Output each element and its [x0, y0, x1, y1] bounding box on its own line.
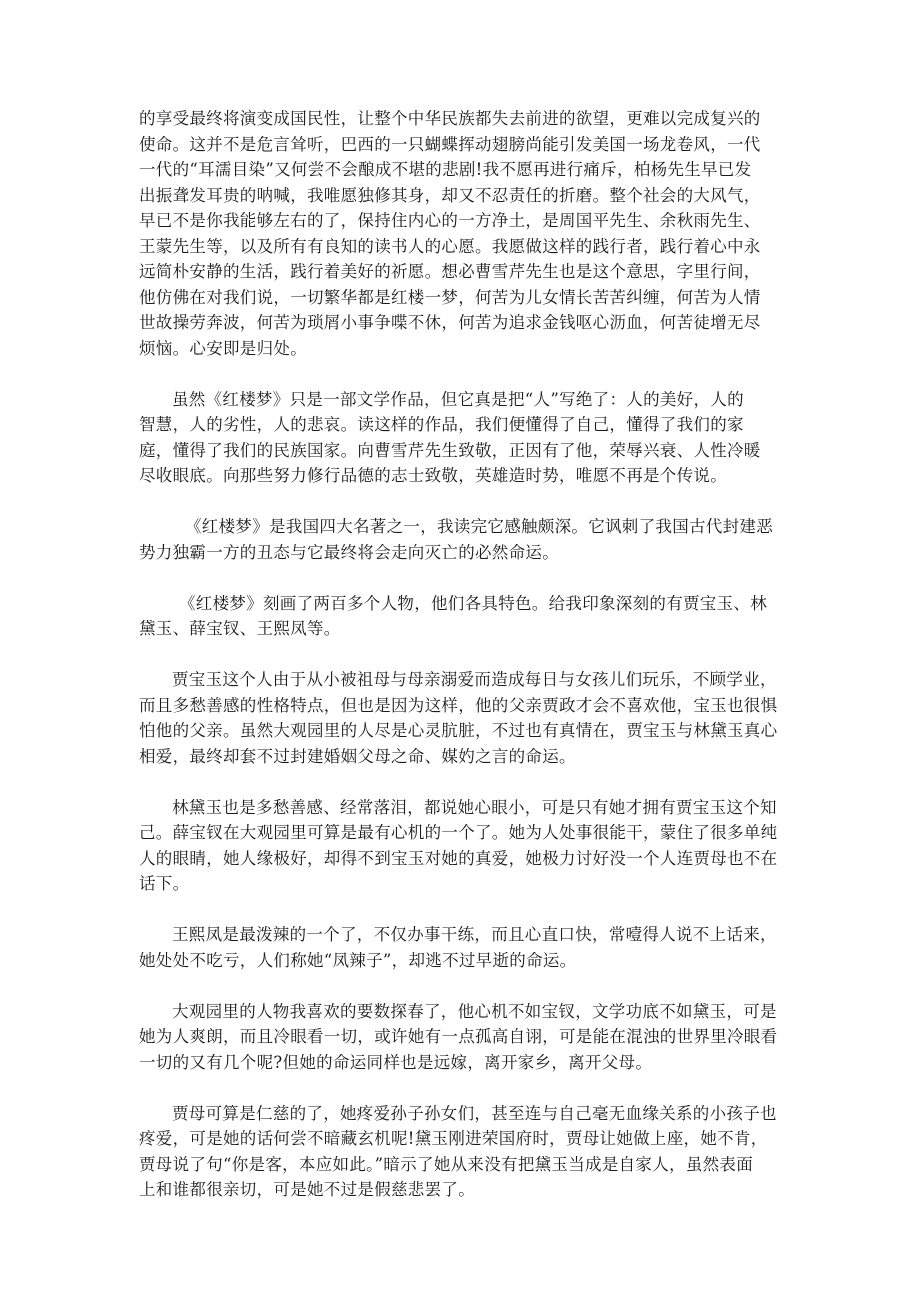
text-line: 怕他的父亲。虽然大观园里的人尽是心灵肮脏，不过也有真情在，贾宝玉与林黛玉真心: [139, 721, 778, 740]
paragraph-4: [139, 591, 799, 642]
text-line: 相爱，最终却套不过封建婚姻父母之命、媒妁之言的命运。: [139, 746, 576, 766]
paragraph-8: [139, 999, 799, 1076]
paragraph-7: [139, 922, 799, 973]
text-line: 王熙凤是最泼辣的一个了，不仅办事干练，而且心直口快，常噎得人说不上话来，: [172, 925, 777, 944]
paragraph-9: [139, 1101, 799, 1203]
paragraph-5: [139, 667, 799, 769]
text-line: 他仿佛在对我们说，一切繁华都是红楼一梦，何苦为儿女情长苦苦纠缠，何苦为人情: [139, 287, 761, 307]
text-line: 早已不是你我能够左右的了，保持住内心的一方净土，是周国平先生、余秋雨先生、: [139, 211, 761, 230]
text-line: 世故操劳奔波，何苦为琐屑小事争喋不休，何苦为追求金钱呕心沥血，何苦徒增无尽: [139, 313, 761, 332]
text-line: 烦恼。心安即是归处。: [139, 338, 307, 358]
text-line: 使命。这并不是危言耸听，巴西的一只蝴蝶挥动翅膀尚能引发美国一场龙卷风，一代: [139, 134, 761, 154]
text-line: 己。薛宝钗在大观园里可算是最有心机的一个了。她为人处事很能干，蒙住了很多单纯: [139, 823, 778, 842]
text-line: 势力独霸一方的丑态与它最终将会走向灭亡的必然命运。: [139, 542, 559, 562]
text-line: 贾宝玉这个人由于从小被祖母与母亲溺爱而造成每日与女孩儿们玩乐，不顾学业，: [172, 670, 777, 689]
text-line: 而且多愁善感的性格特点，但也是因为这样，他的父亲贾政才会不喜欢他，宝玉也很惧: [139, 695, 778, 715]
text-line: 人的眼睛，她人缘极好，却得不到宝玉对她的真爱，她极力讨好没一个人连贾母也不在: [139, 848, 778, 868]
text-line: 林黛玉也是多愁善感、经常落泪，都说她心眼小，可是只有她才拥有贾宝玉这个知: [172, 797, 777, 817]
text-line: 贾母可算是仁慈的了，她疼爱孙子孙女们，甚至连与自己毫无血缘关系的小孩子也: [172, 1103, 777, 1123]
text-line: 大观园里的人物我喜欢的要数探春了，他心机不如宝钗，文学功底不如黛玉，可是: [172, 1001, 777, 1021]
text-line: 王蒙先生等，以及所有有良知的读书人的心愿。我愿做这样的践行者，践行着心中永: [139, 236, 761, 256]
paragraph-1: [139, 106, 799, 361]
text-line: 贾母说了句“你是客，本应如此。”暗示了她从来没有把黛玉当成是自家人，虽然表面: [139, 1154, 754, 1174]
text-line: 《红楼梦》刻画了两百多个人物，他们各具特色。给我印象深刻的有贾宝玉、林: [179, 593, 767, 613]
text-line: 的享受最终将演变成国民性，让整个中华民族都失去前进的欲望，更难以完成复兴的: [139, 109, 761, 128]
text-line: 智慧，人的劣性，人的悲哀。读这样的作品，我们便懂得了自己，懂得了我们的家: [139, 415, 744, 434]
text-line: 虽然《红楼梦》只是一部文学作品，但它真是把“人”写绝了：人的美好，人的: [172, 389, 744, 409]
text-line: 一代的“耳濡目染”又何尝不会酿成不堪的悲剧!我不愿再进行痛斥，柏杨先生早已发: [139, 160, 752, 179]
text-line: 远简朴安静的生活，践行着美好的祈愿。想必曹雪芹先生也是这个意思，字里行间，: [139, 262, 761, 281]
text-line: 她为人爽朗，而且冷眼看一切，或许她有一点孤高自诩，可是能在混浊的世界里冷眼看: [139, 1027, 778, 1046]
paragraph-2: [139, 387, 799, 489]
text-line: 《红楼梦》是我国四大名著之一，我读完它感触颇深。它讽刺了我国古代封建恶: [185, 517, 773, 536]
text-line: 出振聋发耳贵的呐喊，我唯愿独修其身，却又不忍责任的折磨。整个社会的大风气，: [139, 185, 761, 205]
text-line: 一切的又有几个呢?但她的命运同样也是远嫁，离开家乡，离开父母。: [139, 1052, 653, 1072]
text-line: 疼爱，可是她的话何尝不暗藏玄机呢!黛玉刚进荣国府时，贾母让她做上座，她不肯，: [139, 1129, 768, 1148]
text-line: 她处处不吃亏，人们称她“凤辣子”，却逃不过早逝的命运。: [139, 950, 577, 970]
text-line: 黛玉、薛宝钗、王熙凤等。: [139, 619, 341, 638]
document-body: [139, 106, 799, 1228]
paragraph-6: [139, 795, 799, 897]
text-line: 尽收眼底。向那些努力修行品德的志士致敬，英雄造时势，唯愿不再是个传说。: [139, 466, 727, 485]
text-line: 上和谁都很亲切，可是她不过是假慈悲罢了。: [139, 1180, 475, 1199]
paragraph-3: [139, 514, 799, 565]
text-line: 话下。: [139, 874, 190, 893]
text-line: 庭，懂得了我们的民族国家。向曹雪芹先生致敬，正因有了他，荣辱兴衰、人性冷暖: [139, 440, 761, 460]
